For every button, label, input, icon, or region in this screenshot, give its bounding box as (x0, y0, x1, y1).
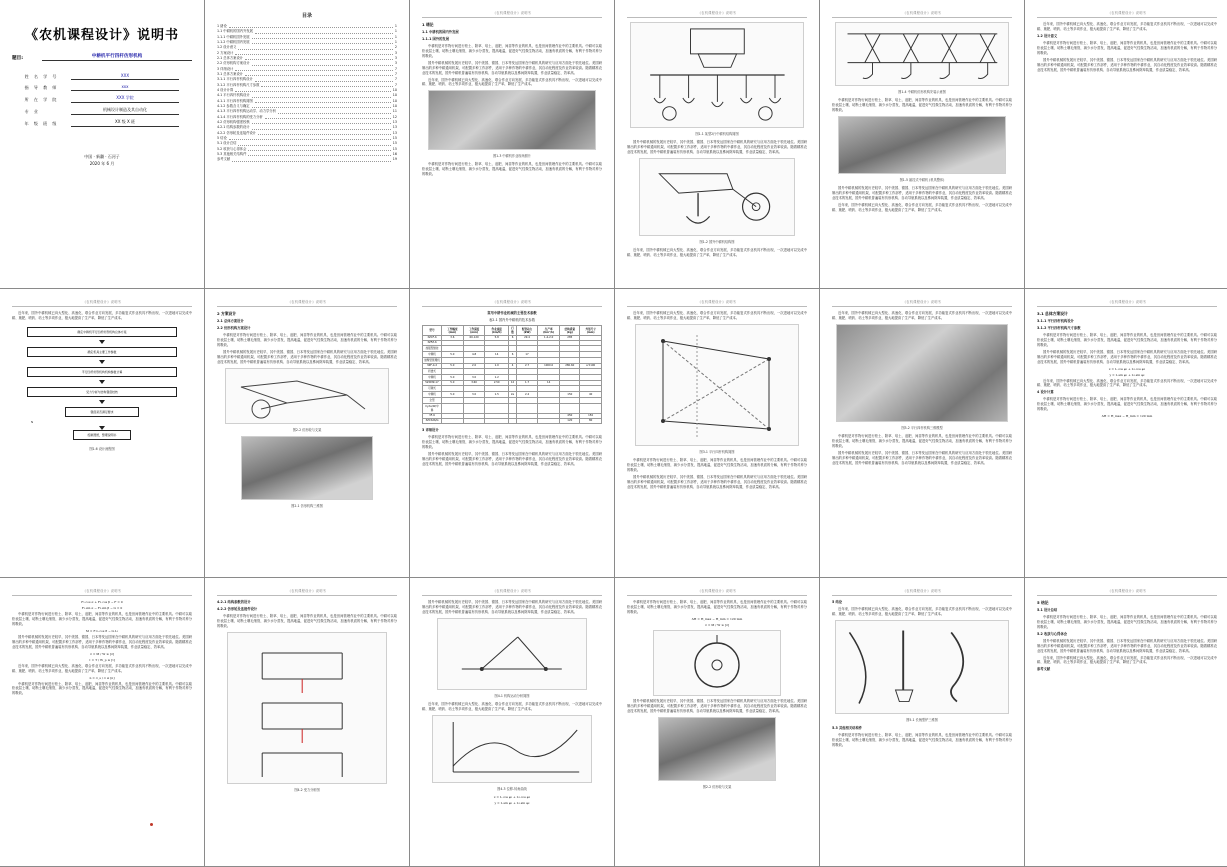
page-intro-1[interactable] (410, 0, 614, 288)
figure-line-drawing (835, 620, 1010, 714)
section-sub: 1.2 设计意义 (1037, 33, 1058, 38)
figure-caption: 图1-6 设计流程图 (89, 447, 115, 452)
table-row: 3ZCF-6 3.6 60-120 5-8 6 29.4 1.4-2.0 285 (423, 335, 602, 340)
table-header-cell: 行数 (508, 325, 516, 335)
page-header: 《农机课程设计》说明书 (627, 588, 807, 596)
toc-item: 5.3 其他相关结构件 16 (217, 151, 397, 156)
displacement-curve-svg (433, 716, 591, 782)
cover-field-row (25, 119, 180, 127)
figure-caption: 图1-4 中耕机仿形机构安装示意图 (898, 90, 946, 94)
page-header: 《农机课程设计》说明书 (217, 588, 397, 596)
toc-list (217, 24, 397, 163)
body-paragraph: 中耕机是对作物行间进行松土、除草、培土、追肥、间苗等作业的机具，也是田间管理作业中的主要机具。中耕可以疏松表层土壤，切断土壤毛细管，减少水分蒸发，提高地温，促进好气性微生物活动，加速有机质的分解，有利于作物对养分的吸收。 (422, 434, 602, 449)
flow-node: 受力分析与结构强度校核 (27, 387, 177, 397)
toc-item: 1.1.1 中耕机国外发展 1 (217, 34, 397, 39)
body-paragraph: 近年来，国外中耕机械已向大型化、高速化、联合作业方向发展，多功能复式作业机具不断出现，一次进地可以完成中耕、施肥、喷药、培土等多项作业，极大地提高了生产率，降低了生产成本。 (12, 663, 192, 673)
equation: σ = M / W ≤ [σ] (704, 622, 730, 627)
section-sub: 参考文献 (1037, 667, 1051, 672)
body-paragraph: 国外中耕机械的发展历史较早，其中美国、德国、日本等发达国家在中耕机具的研究与应用方面处于领先地位。美国研制出的多种中耕通用机架，可配置多种工作部件，适用于多种作物的中耕作业，其自动化程度及作业效率较高。随着精准农业技术的发展，国外中耕机普遍装有仿形机构、自动导航系统以及株间除草装置，作业质量稳定、效率高。 (832, 185, 1012, 200)
body-paragraph: 近年来，国外中耕机械已向大型化、高速化、联合作业方向发展，多功能复式作业机具不断出现，一次进地可以完成中耕、施肥、喷药、培土等多项作业，极大地提高了生产率，降低了生产成本。 (12, 311, 192, 320)
body-paragraph: 中耕机是对作物行间进行松土、除草、培土、追肥、间苗等作业的机具，也是田间管理作业中的主要机具。中耕可以疏松表层土壤，切断土壤毛细管，减少水分蒸发，提高地温，促进好气性微生物活动，加速有机质的分解，有利于作物对养分的吸收。 (1037, 40, 1217, 55)
toc-item: 3.1 总体方案设计 7 (217, 71, 397, 76)
toc-title: 目录 (301, 13, 312, 19)
body-paragraph: 中耕机是对作物行间进行松土、除草、培土、追肥、间苗等作业的机具，也是田间管理作业中的主要机具。中耕可以疏松表层土壤，切断土壤毛细管，减少水分蒸发，提高地温，促进好气性微生物活动，加速有机质的分解，有利于作物对养分的吸收。 (12, 612, 192, 626)
toc-item: 2 方案设计 3 (217, 50, 397, 55)
body-paragraph: 国外中耕机械的发展历史较早，其中美国、德国、日本等发达国家在中耕机具的研究与应用方面处于领先地位。美国研制出的多种中耕通用机架，可配置多种工作部件，适用于多种作物的中耕作业，其自动化程度及作业效率较高。随着精准农业技术的发展，国外中耕机普遍装有仿形机构、自动导航系统以及株间除草装置，作业质量稳定、效率高。 (832, 450, 1012, 465)
toc-item: 3 详细设计 7 (217, 66, 397, 71)
page-header: 《农机课程设计》说明书 (1037, 299, 1217, 307)
table-header-row (423, 325, 602, 335)
page-intro-3[interactable] (820, 0, 1024, 288)
cover-field-value: XXX 学院 (71, 95, 180, 103)
table-row: 5ZXMZ-17 5.0 3.60 2.50 12 1.7 14 (423, 380, 602, 385)
page-calc-1[interactable] (0, 578, 204, 866)
page-calc-2[interactable] (205, 578, 409, 866)
figure-caption: 图1-5 悬挂式中耕机 (机具整体) (899, 177, 945, 182)
page-toc[interactable] (205, 0, 409, 288)
cover-footer (12, 153, 192, 167)
toc-item: 5 结论 15 (217, 135, 397, 140)
equation: y = L·sin φ₁ + L₂·sin φ₂ (1109, 372, 1145, 377)
annotation-marker (150, 823, 153, 826)
body-paragraph: 国外中耕机械的发展历史较早，其中美国、德国、日本等发达国家在中耕机具的研究与应用方面处于领先地位。美国研制出的多种中耕通用机架，可配置多种工作部件，适用于多种作物的中耕作业，其自动化程度及作业效率较高。随着精准农业技术的发展，国外中耕机普遍装有仿形机构、自动导航系统以及株间除草装置，作业质量稳定、效率高。 (422, 600, 602, 614)
equation: ΔH = H_max − H_min = 120 mm (1101, 414, 1153, 419)
toc-item: 1.2 设计意义 2 (217, 45, 397, 50)
section-heading: 5 结论 (1037, 600, 1049, 605)
page-header: 《农机课程设计》说明书 (217, 299, 397, 307)
cover-topic-label: 题目: (12, 56, 24, 61)
equation: x = L·cos φ₁ + L₂·cos φ₂ (1108, 366, 1146, 371)
equation: F₁·cos α + F₂·cos β − F = 0 (81, 600, 123, 604)
table-row: 中耕机 5.0 4-8 14 6 17 (423, 351, 602, 357)
page-intro-4[interactable] (1025, 0, 1227, 288)
body-paragraph: 中耕机是对作物行间进行松土、除草、培土、追肥、间苗等作业的机具，也是田间管理作业中的主要机具。中耕可以疏松表层土壤，切断土壤毛细管，减少水分蒸发，提高地温，促进好气性微生物活动，加速有机质的分解，有利于作物对养分的吸收。 (1037, 614, 1217, 629)
cover-field-value: XX 级 X 班 (71, 119, 180, 127)
table-header-cell: 作业速度 (km/h) (485, 325, 509, 335)
section-sub: 4 设计计算 (1037, 390, 1054, 395)
body-paragraph: 中耕机是对作物行间进行松土、除草、培土、追肥、间苗等作业的机具，也是田间管理作业中的主要机具。中耕可以疏松表层土壤，切断土壤毛细管，减少水分蒸发，提高地温，促进好气性微生物活动，加速有机质的分解，有利于作物对养分的吸收。 (12, 681, 192, 696)
toc-item: 4.1.4 平行四杆机构的受力分析 12 (217, 114, 397, 119)
figure-caption: 图1-1 某型2行中耕机结构简图 (695, 132, 739, 136)
section-sub: 5 结论 (832, 600, 843, 604)
body-paragraph: 近年来，国外中耕机械已向大型化、高速化、联合作业方向发展，多功能复式作业机具不断出现，一次进地可以完成中耕、施肥、喷药、培土等多项作业，极大地提高了生产率，降低了生产成本。 (422, 77, 602, 87)
cover-field-label: 年 级 班 级 (24, 121, 59, 126)
table-row: 全型 (423, 397, 602, 403)
toc-item: 4.1.1 平行四杆机构简图 10 (217, 98, 397, 103)
table-row: 悬臂型管理机 (423, 357, 602, 363)
page-header: 《农机课程设计》说明书 (12, 299, 192, 307)
body-paragraph: 近年来，国外中耕机械已向大型化、高速化、联合作业方向发展，多功能复式作业机具不断出现，一次进地可以完成中耕、施肥、喷药、培土等多项作业，极大地提高了生产率，降低了生产成本。 (832, 606, 1012, 616)
toc-item: 4.2.2 仿形轮及连接件设计 13 (217, 130, 397, 135)
parallel-linkage-svg (836, 23, 1009, 85)
body-paragraph: 国外中耕机械的发展历史较早，其中美国、德国、日本等发达国家在中耕机具的研究与应用方面处于领先地位。美国研制出的多种中耕通用机架，可配置多种工作部件，适用于多种作物的中耕作业，其自动化程度及作业效率较高。随着精准农业技术的发展，国外中耕机普遍装有仿形机构、自动导航系统以及株间除草装置，作业质量稳定、效率高。 (1037, 349, 1217, 364)
toc-item: 1.1.2 中耕机国内发展 1 (217, 39, 397, 44)
body-paragraph: 国外中耕机械的发展历史较早，其中美国、德国、日本等发达国家在中耕机具的研究与应用方面处于领先地位。美国研制出的多种中耕通用机架，可配置多种工作部件，适用于多种作物的中耕作业，其自动化程度及作业效率较高。随着精准农业技术的发展，国外中耕机普遍装有仿形机构、自动导航系统以及株间除草装置，作业质量稳定、效率高。 (627, 698, 807, 713)
cover-field-label: 专 业 (24, 109, 40, 114)
table-row: 3ZFZ-6 (423, 340, 602, 345)
section-sub: 3 详细设计 (422, 427, 439, 432)
mechanism-sketch-svg (438, 619, 586, 689)
toc-item: 4 设计计算 10 (217, 87, 397, 92)
cover-field-row (25, 73, 180, 80)
body-paragraph: 中耕机是对作物行间进行松土、除草、培土、追肥、间苗等作业的机具，也是田间管理作业中的主要机具。中耕可以疏松表层土壤，切断土壤毛细管，减少水分蒸发，提高地温，促进好气性微生物活动，加速有机质的分解，有利于作物对养分的吸收。 (422, 43, 602, 58)
section-sub: 5.2 收获与心得体会 (1037, 631, 1068, 636)
table-row: 3F-6 450 150 (423, 413, 602, 418)
equation: σ = M / W ≤ [σ] (89, 651, 115, 656)
force-analysis-svg (228, 633, 386, 783)
machine-schematic-svg (631, 23, 804, 127)
page-detail-design-2[interactable] (1025, 289, 1227, 577)
flow-node: 平行四杆仿形机构机构参数计算 (27, 367, 177, 377)
gauge-wheel-svg (654, 631, 780, 695)
section-sub: 1.1.1 国外的发展 (422, 36, 450, 41)
section-sub: 2.2 仿形机构方案设计 (217, 325, 251, 330)
section-sub: 3.1.1 平行四杆机构设计 (1037, 319, 1074, 323)
cover-title: 《农机课程设计》说明书 (24, 28, 179, 43)
body-paragraph: 中耕机是对作物行间进行松土、除草、培土、追肥、间苗等作业的机具，也是田间管理作业中的主要机具。中耕可以疏松表层土壤，切断土壤毛细管，减少水分蒸发，提高地温，促进好气性微生物活动，加速有机质的分解，有利于作物对养分的吸收。 (832, 732, 1012, 747)
body-paragraph: 国外中耕机械的发展历史较早，其中美国、德国、日本等发达国家在中耕机具的研究与应用方面处于领先地位。美国研制出的多种中耕通用机架，可配置多种工作部件，适用于多种作物的中耕作业，其自动化程度及作业效率较高。随着精准农业技术的发展，国外中耕机普遍装有仿形机构、自动导航系统以及株间除草装置，作业质量稳定、效率高。 (217, 349, 397, 364)
cover-field-value: xxx (71, 84, 180, 91)
page-intro-2[interactable] (615, 0, 819, 288)
flow-branch-no: N (31, 419, 34, 424)
page-header: 《农机课程设计》说明书 (1037, 588, 1217, 596)
page-spec-table[interactable] (410, 289, 614, 577)
body-paragraph: 国外中耕机械的发展历史较早，其中美国、德国、日本等发达国家在中耕机具的研究与应用方面处于领先地位。美国研制出的多种中耕通用机架，可配置多种工作部件，适用于多种作物的中耕作业，其自动化程度及作业效率较高。随着精准农业技术的发展，国外中耕机普遍装有仿形机构、自动导航系统以及株间除草装置，作业质量稳定、效率高。 (627, 140, 807, 154)
page-conclusion[interactable] (1025, 578, 1227, 866)
body-paragraph: 国外中耕机械的发展历史较早，其中美国、德国、日本等发达国家在中耕机具的研究与应用方面处于领先地位。美国研制出的多种中耕通用机架，可配置多种工作部件，适用于多种作物的中耕作业，其自动化程度及作业效率较高。随着精准农业技术的发展，国外中耕机普遍装有仿形机构、自动导航系统以及株间除草装置，作业质量稳定、效率高。 (422, 451, 602, 466)
flow-arrow (99, 340, 105, 344)
figure-image (658, 717, 775, 781)
flow-arrow (99, 380, 105, 384)
toc-item: 2.2 仿形机构方案设计 3 (217, 61, 397, 66)
equation: M = F·L·cos θ − G·L₁ (85, 628, 119, 633)
tool-frame-svg (640, 159, 795, 235)
body-paragraph: 近年来，国外中耕机械已向大型化、高速化、联合作业方向发展，多功能复式作业机具不断出现，一次进地可以完成中耕、施肥、喷药、培土等多项作业，极大地提高了生产率，降低了生产成本。 (832, 311, 1012, 320)
cover-fields (25, 73, 180, 127)
toc-item: 4.1.2 参数含义与确定 10 (217, 103, 397, 108)
cover-field-label: 姓 名 学 号 (24, 74, 59, 79)
toc-item: 1.1 中耕机的国内外发展 1 (217, 29, 397, 34)
section-heading: 1 绪论 (422, 22, 434, 27)
page-cover[interactable] (0, 0, 204, 288)
table-caption: 常用中耕作业机械的主要技术参数 (487, 311, 537, 315)
cover-place: 中国 · 新疆 · 石河子 (84, 154, 120, 159)
body-paragraph: 国外中耕机械的发展历史较早，其中美国、德国、日本等发达国家在中耕机具的研究与应用方面处于领先地位。美国研制出的多种中耕通用机架，可配置多种工作部件，适用于多种作物的中耕作业，其自动化程度及作业效率较高。随着精准农业技术的发展，国外中耕机普遍装有仿形机构、自动导航系统以及株间除草装置，作业质量稳定、效率高。 (1037, 57, 1217, 72)
figure-caption: 图2-2 仿形轮与支架 (702, 784, 732, 789)
table-row: 可调式 (423, 385, 602, 391)
toc-item: 参考文献 19 (217, 157, 397, 162)
cover-date: 2020 年 6 月 (89, 161, 115, 167)
toc-item: 4.1.3 平行四杆机构运动学、动力学分析 11 (217, 109, 397, 114)
body-paragraph: 近年来，国外中耕机械已向大型化、高速化、联合作业方向发展，多功能复式作业机具不断出现，一次进地可以完成中耕、施肥、喷药、培土等多项作业，极大地提高了生产率，降低了生产成本。 (1037, 22, 1217, 31)
flowchart (27, 327, 177, 440)
page-shank-design[interactable] (820, 578, 1024, 866)
figure-image (428, 90, 596, 150)
body-paragraph: 国外中耕机械的发展历史较早，其中美国、德国、日本等发达国家在中耕机具的研究与应用方面处于领先地位。美国研制出的多种中耕通用机架，可配置多种工作部件，适用于多种作物的中耕作业，其自动化程度及作业效率较高。随着精准农业技术的发展，国外中耕机普遍装有仿形机构、自动导航系统以及株间除草装置，作业质量稳定、效率高。 (627, 474, 807, 489)
section-sub: 4.2.1 结构参数的设计 (217, 600, 251, 604)
body-paragraph: 国外中耕机械的发展历史较早，其中美国、德国、日本等发达国家在中耕机具的研究与应用方面处于领先地位。美国研制出的多种中耕通用机架，可配置多种工作部件，适用于多种作物的中耕作业，其自动化程度及作业效率较高。随着精准农业技术的发展，国外中耕机普遍装有仿形机构、自动导航系统以及株间除草装置，作业质量稳定、效率高。 (12, 634, 192, 649)
body-paragraph: 国外中耕机械的发展历史较早，其中美国、德国、日本等发达国家在中耕机具的研究与应用方面处于领先地位。美国研制出的多种中耕通用机架，可配置多种工作部件，适用于多种作物的中耕作业，其自动化程度及作业效率较高。随着精准农业技术的发展，国外中耕机普遍装有仿形机构、自动导航系统以及株间除草装置，作业质量稳定、效率高。 (422, 60, 602, 75)
table-header-cell: 结构质量 (kg) (560, 325, 580, 335)
figure-caption: 图5-1 长柄型铲三维图 (906, 717, 938, 722)
body-paragraph: 近年来，国外中耕机械已向大型化、高速化、联合作业方向发展，多功能复式作业机具不断出现，一次进地可以完成中耕、施肥、喷药、培土等多项作业，极大地提高了生产率，降低了生产成本。 (422, 701, 602, 711)
flow-arrow (99, 400, 105, 404)
cover-field-label: 所 在 学 院 (24, 97, 59, 102)
section-sub: 1.1 中耕机的国内外发展 (422, 30, 459, 34)
section-sub: 4.2.2 仿形轮及连接件设计 (217, 606, 258, 611)
figure-caption: 图4-1 机构运动分析简图 (494, 693, 530, 698)
flow-arrow (99, 360, 105, 364)
page-header: 《农机课程设计》说明书 (627, 299, 807, 307)
page-calc-3[interactable] (410, 578, 614, 866)
table-row: 3ZCS26/G 120 80 (423, 418, 602, 423)
body-paragraph: 中耕机是对作物行间进行松土、除草、培土、追肥、间苗等作业的机具，也是田间管理作业中的主要机具。中耕可以疏松表层土壤，切断土壤毛细管，减少水分蒸发，提高地温，促进好气性微生物活动，加速有机质的分解，有利于作物对养分的吸收。 (1037, 397, 1217, 412)
page-detail-design[interactable] (820, 289, 1024, 577)
figure-caption: 图1-2 国外中耕机结构图 (699, 239, 735, 244)
equation: ΔH = H_max − H_min = 120 mm (691, 616, 743, 621)
flow-node: 确定中耕机平行四杆仿形机构总体方案 (27, 327, 177, 337)
page-linkage-diagram[interactable] (615, 289, 819, 577)
toc-item: 3.1.1 平行四杆机构设计 7 (217, 77, 397, 82)
page-wheel-design[interactable] (615, 578, 819, 866)
page-header: 《农机课程设计》说明书 (12, 588, 192, 596)
table-header-cell: 工作幅宽 (mm) (442, 325, 464, 335)
cover-field-value: 机械设计制造及其自动化 (71, 107, 180, 115)
body-paragraph: 国外中耕机械的发展历史较早，其中美国、德国、日本等发达国家在中耕机具的研究与应用方面处于领先地位。美国研制出的多种中耕通用机架，可配置多种工作部件，适用于多种作物的中耕作业，其自动化程度及作业效率较高。随着精准农业技术的发展，国外中耕机普遍装有仿形机构、自动导航系统以及株间除草装置，作业质量稳定、效率高。 (1037, 638, 1217, 653)
page-header: 《农机课程设计》说明书 (627, 10, 807, 18)
cover-field-value: XXX (71, 73, 180, 80)
toc-item: 3.1.2 平行四杆机构尺寸参数 7 (217, 82, 397, 87)
page-scheme-design[interactable] (205, 289, 409, 577)
figure-line-drawing (225, 368, 389, 424)
figure-caption: 图1-3 中耕机作业现场照片 (492, 154, 532, 159)
figure-caption: 图2-2 仿形轮与支架 (292, 427, 322, 432)
cover-field-label: 指 导 教 师 (24, 85, 59, 90)
table-header-cell: 配套动力 (kW) (517, 325, 538, 335)
flow-node: 绘制图纸，整理说明书 (73, 430, 131, 440)
equation: x = L·cos φ₁ + L₂·cos φ₂ (493, 794, 531, 799)
body-paragraph: 中耕机是对作物行间进行松土、除草、培土、追肥、间苗等作业的机具，也是田间管理作业中的主要机具。中耕可以疏松表层土壤，切断土壤毛细管，减少水分蒸发，提高地温，促进好气性微生物活动，加速有机质的分解，有利于作物对养分的吸收。 (832, 433, 1012, 448)
body-paragraph: 近年来，国外中耕机械已向大型化、高速化、联合作业方向发展，多功能复式作业机具不断出现，一次进地可以完成中耕、施肥、喷药、培土等多项作业，极大地提高了生产率，降低了生产成本。 (832, 202, 1012, 212)
toc-item: 4.2.1 结构参数的设计 13 (217, 125, 397, 130)
spec-table (422, 325, 602, 424)
figure-line-drawing (635, 324, 799, 446)
page-header: 《农机课程设计》说明书 (832, 10, 1012, 18)
figure-image (241, 436, 373, 500)
section-heading: 3.1 总体方案设计 (1037, 311, 1068, 316)
figure-line-drawing (437, 618, 587, 690)
four-bar-geometry-svg (636, 325, 798, 445)
table-row: 中耕机 5.0 3.0 1.2 (423, 374, 602, 380)
body-paragraph: 近年来，国外中耕机械已向大型化、高速化、联合作业方向发展，多功能复式作业机具不断出现，一次进地可以完成中耕、施肥、喷药、培土等多项作业，极大地提高了生产率，降低了生产成本。 (1037, 378, 1217, 388)
figure-image (838, 116, 1006, 174)
toc-item: 2.1 总体方案设计 3 (217, 55, 397, 60)
section-sub: 5.1 设计总结 (1037, 608, 1058, 612)
table-header-cell: 生产率 (hm²/h) (538, 325, 560, 335)
body-paragraph: 中耕机是对作物行间进行松土、除草、培土、追肥、间苗等作业的机具，也是田间管理作业中的主要机具。中耕可以疏松表层土壤，切断土壤毛细管，减少水分蒸发，提高地温，促进好气性微生物活动，加速有机质的分解，有利于作物对养分的吸收。 (627, 600, 807, 614)
figure-caption: 图4-2 受力分析图 (294, 787, 320, 792)
figure-line-drawing (630, 22, 805, 128)
toc-item: 1 绪论 1 (217, 24, 397, 28)
equation: τ = T / W_p ≤ [τ] (89, 657, 115, 662)
page-header: 《农机课程设计》说明书 (832, 588, 1012, 596)
equation: F₁·sin α − F₂·sin β − G = 0 (81, 606, 123, 610)
body-paragraph: 中耕机是对作物行间进行松土、除草、培土、追肥、间苗等作业的机具，也是田间管理作业中的主要机具。中耕可以疏松表层土壤，切断土壤毛细管，减少水分蒸发，提高地温，促进好气性微生物活动，加速有机质的分解，有利于作物对养分的吸收。 (1037, 332, 1217, 347)
section-sub: 2.1 总体方案设计 (217, 319, 244, 323)
section-sub: 3.1.2 平行四杆机构尺寸参数 (1037, 325, 1081, 330)
body-paragraph: 中耕机是对作物行间进行松土、除草、培土、追肥、间苗等作业的机具，也是田间管理作业中的主要机具。中耕可以疏松表层土壤，切断土壤毛细管，减少水分蒸发，提高地温，促进好气性微生物活动，加速有机质的分解，有利于作物对养分的吸收。 (832, 98, 1012, 112)
toc-item: 5.2 收获与心得体会 15 (217, 146, 397, 151)
section-heading: 2 方案设计 (217, 311, 237, 316)
body-paragraph: 近年来，国外中耕机械已向大型化、高速化、联合作业方向发展，多功能复式作业机具不断出现，一次进地可以完成中耕、施肥、喷药、培土等多项作业，极大地提高了生产率，降低了生产成本。 (627, 311, 807, 320)
flow-node: 确定机具主要工作参数 (27, 347, 177, 357)
figure-line-drawing (432, 715, 592, 783)
table-row: 中耕机 5.0 3.0 1.5 2a 2.4 150 40 (423, 391, 602, 397)
body-paragraph: 近年来，国外中耕机械已向大型化、高速化、联合作业方向发展，多功能复式作业机具不断出现，一次进地可以完成中耕、施肥、喷药、培土等多项作业，极大地提高了生产率，降低了生产成本。 (627, 247, 807, 257)
equation: y = L·sin φ₁ + L₂·sin φ₂ (494, 800, 530, 805)
page-header: 《农机课程设计》说明书 (422, 299, 602, 307)
figure-caption: 图3-2 平行四杆机构三维模型 (901, 425, 943, 430)
cover-field-row (25, 107, 180, 115)
toc-item: 4.1 平行四杆机构设计 10 (217, 93, 397, 98)
figure-caption: 图3-1 平行四杆机构简图 (699, 449, 735, 454)
cover-topic-row (12, 53, 192, 61)
toc-item: 5.1 设计总结 15 (217, 141, 397, 146)
page-header: 《农机课程设计》说明书 (1037, 10, 1217, 18)
table-header-cell: 外形尺寸 (mm) (580, 325, 602, 335)
figure-image (836, 324, 1007, 422)
figure-line-drawing (227, 632, 387, 784)
page-header: 《农机课程设计》说明书 (422, 10, 602, 18)
shank-shapes-svg (836, 621, 1009, 713)
figure-line-drawing (639, 158, 796, 236)
page-design-flow[interactable] (0, 289, 204, 577)
figure-line-drawing (835, 22, 1010, 86)
body-paragraph: 中耕机是对作物行间进行松土、除草、培土、追肥、间苗等作业的机具，也是田间管理作业中的主要机具。中耕可以疏松表层土壤，切断土壤毛细管，减少水分蒸发，提高地温，促进好气性微生物活动，加速有机质的分解，有利于作物对养分的吸收。 (217, 613, 397, 628)
body-paragraph: 中耕机是对作物行间进行松土、除草、培土、追肥、间苗等作业的机具，也是田间管理作业中的主要机具。中耕可以疏松表层土壤，切断土壤毛细管，减少水分蒸发，提高地温，促进好气性微生物活动，加速有机质的分解，有利于作物对养分的吸收。 (422, 162, 602, 177)
table-subcaption: 表2-1 国内外中耕机的技术参数 (489, 317, 535, 322)
table-row: 3ZF-4.2 5.0 2.0 1.0 4 2.7 1000.0 280.60 a 5100 (423, 363, 602, 368)
table-row: 折叠式 (423, 368, 602, 374)
table-row: 加强型悬挂 (423, 345, 602, 351)
body-paragraph: 近年来，国外中耕机械已向大型化、高速化、联合作业方向发展，多功能复式作业机具不断出现，一次进地可以完成中耕、施肥、喷药、培土等多项作业，极大地提高了生产率，降低了生产成本。 (1037, 655, 1217, 665)
linkage-3d-svg (226, 369, 388, 423)
body-paragraph: 中耕机是对作物行间进行松土、除草、培土、追肥、间苗等作业的机具，也是田间管理作业中的主要机具。中耕可以疏松表层土壤，切断土壤毛细管，减少水分蒸发，提高地温，促进好气性微生物活动，加速有机质的分解，有利于作物对养分的吸收。 (627, 457, 807, 472)
table-row: Cyde/W/中耕 (423, 403, 602, 413)
table-header-cell: 工作深度 (mm) (463, 325, 485, 335)
page-header: 《农机课程设计》说明书 (832, 299, 1012, 307)
toc-item: 4.2 仿形机构强度校核 13 (217, 119, 397, 124)
page-header: 《农机课程设计》说明书 (422, 588, 602, 596)
section-sub: 5.3 其他相关结构件 (832, 725, 863, 730)
figure-line-drawing (653, 630, 781, 696)
cover-field-row (25, 95, 180, 103)
table-header-cell: 型号 (423, 325, 442, 335)
flow-decision: 强度是否满足要求 (65, 407, 139, 417)
equation: n = σ_s / σ ≥ [n] (89, 675, 115, 680)
body-paragraph: 中耕机是对作物行间进行松土、除草、培土、追肥、间苗等作业的机具，也是田间管理作业中的主要机具。中耕可以疏松表层土壤，切断土壤毛细管，减少水分蒸发，提高地温，促进好气性微生物活动，加速有机质的分解，有利于作物对养分的吸收。 (217, 332, 397, 347)
figure-caption: 图4-3 位移-转角曲线 (497, 786, 527, 791)
cover-topic-value: 中耕机平行四杆仿形机构 (42, 53, 192, 61)
figure-caption: 图2-1 仿形机构三维图 (291, 503, 323, 508)
cover-field-row (25, 84, 180, 91)
